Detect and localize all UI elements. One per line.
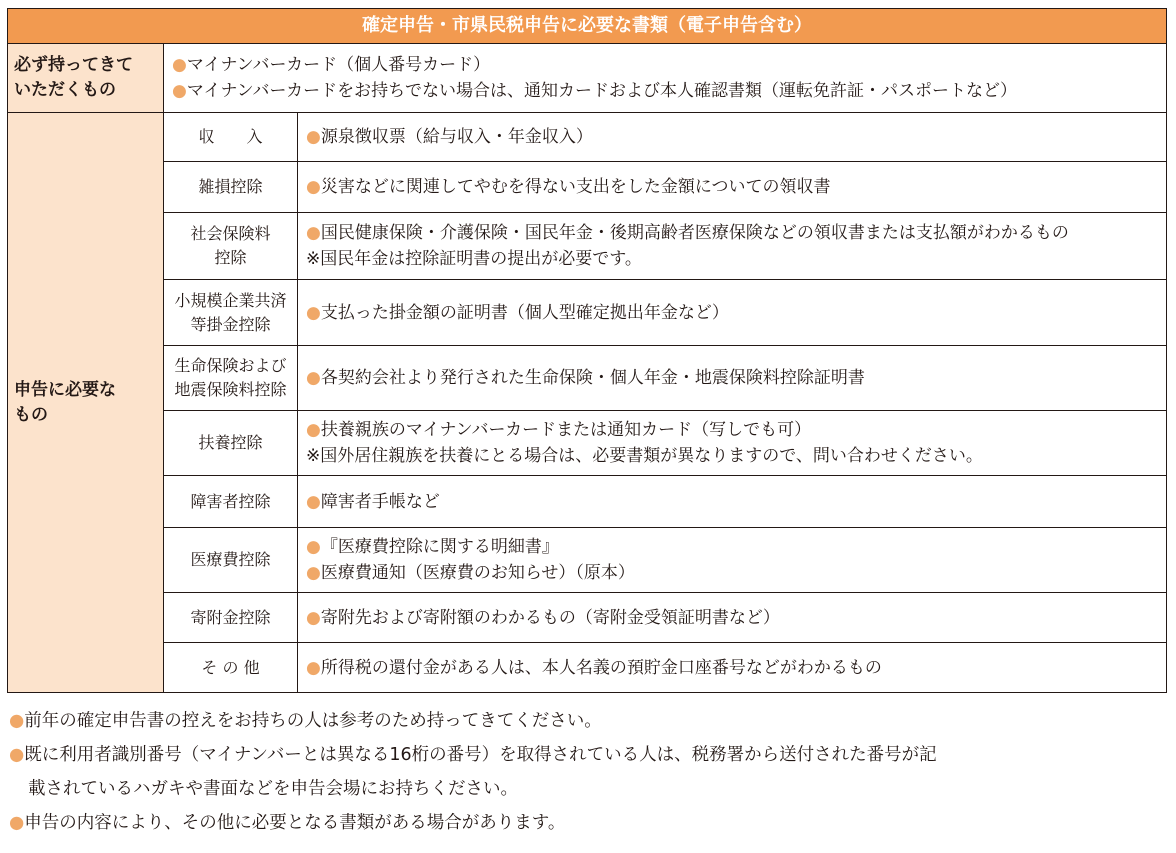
list-item [306,489,1158,515]
bullet-icon: ● [306,302,321,323]
list-item [306,605,1158,631]
deduction-name [164,476,298,528]
bullet-icon: ● [306,368,321,388]
deduction-name-line: 控除 [214,248,247,267]
required-documents-table [7,8,1167,693]
deduction-name-line: 雑損控除 [198,177,263,196]
item-text: 災害などに関連してやむを得ない支出をした金額についての領収書 [320,177,831,197]
item-text: 国民健康保険・介護保険・国民年金・後期高齢者医療保険などの領収書または支払額がわかるもの [320,223,1069,243]
list-item: ※国外居住親族を扶養にとる場合は、必要書類が異なりますので、問い合わせください。 [306,446,983,466]
table-row [8,643,1167,693]
bullet-icon: ● [306,657,321,678]
deduction-name-line: そ の 他 [201,657,260,677]
table-row [8,528,1167,593]
note [9,806,1169,840]
deduction-name [164,346,298,411]
bullet-icon: ● [172,55,187,75]
list-item [306,220,1158,246]
required-row [8,44,1167,113]
item-text: 源泉徴収票（給与収入・年金収入） [320,127,593,147]
item-text: マイナンバーカードをお持ちでない場合は、通知カードおよび本人確認書類（運転免許証・パスポートなど） [186,81,1017,101]
item-text: 支払った掛金額の証明書（個人型確定拠出年金など） [320,302,729,323]
list-item [172,78,1158,104]
document-list [298,213,1167,280]
item-text: 各契約会社より発行された生命保険・個人年金・地震保険料控除証明書 [320,368,865,388]
item-text: 所得税の還付金がある人は、本人名義の預貯金口座番号などがわかるもの [320,657,882,678]
table-row [8,113,1167,162]
item-text: 扶養親族のマイナンバーカードまたは通知カード（写しでも可） [320,420,812,440]
deduction-name [164,528,298,593]
document-list [298,280,1167,346]
table-row [8,162,1167,213]
bullet-icon: ● [306,607,321,628]
bullet-icon: ● [306,563,321,583]
list-item [306,365,1158,391]
document-list [298,643,1167,693]
required-label [8,44,164,113]
label-line: いただくもの [14,80,116,100]
document-list [298,162,1167,213]
deduction-name [164,593,298,643]
bullet-icon: ● [306,420,321,440]
deduction-name-line: 生命保険および [174,356,287,375]
table-row [8,280,1167,346]
table-row [8,411,1167,476]
item-text: 障害者手帳など [320,491,440,512]
list-item [306,124,1158,150]
deduction-name-line: 等掛金控除 [190,314,271,334]
deduction-name-line: 障害者控除 [190,491,271,511]
list-item [306,417,1158,443]
bullet-icon: ● [9,711,25,731]
deduction-name-line: 社会保険料 [190,224,271,243]
note [9,738,1169,772]
item-text: マイナンバーカード（個人番号カード） [186,55,491,75]
table-row [8,476,1167,528]
table-row [8,593,1167,643]
list-item [172,52,1158,78]
label-line: 申告に必要な [14,379,116,400]
deduction-name-line: 扶養控除 [198,433,263,452]
list-item [306,174,1158,200]
note-text: 前年の確定申告書の控えをお持ちの人は参考のため持ってきてください。 [24,711,602,731]
note-text: 申告の内容により、その他に必要となる書類がある場合があります。 [24,813,566,833]
required-items [164,44,1167,113]
deduction-name [164,162,298,213]
document-list [298,528,1167,593]
label-line: 必ず持ってきて [14,55,133,75]
deduction-name [164,411,298,476]
notes [9,704,1169,840]
item-text: 寄附先および寄附額のわかるもの（寄附金受領証明書など） [320,607,780,628]
deduction-name-line: 地震保険料控除 [174,380,287,399]
deduction-name-line: 小規模企業共済 [174,290,287,310]
document-list [298,113,1167,162]
bullet-icon: ● [306,537,321,557]
bullet-icon: ● [9,745,25,765]
list-item [306,300,1158,326]
bullet-icon: ● [306,223,321,243]
deduction-name [164,113,298,162]
bullet-icon: ● [306,177,321,197]
bullet-icon: ● [9,813,25,833]
label-line: もの [14,404,48,425]
deduction-name-line: 収 入 [198,127,263,146]
filing-label [8,113,164,693]
note-continuation: 載されているハガキや書面などを申告会場にお持ちください。 [28,779,518,799]
document-list [298,476,1167,528]
deduction-name [164,213,298,280]
document-list [298,346,1167,411]
table-row [8,213,1167,280]
document-list [298,411,1167,476]
deduction-name-line: 寄附金控除 [190,607,271,627]
deduction-name-line: 医療費控除 [190,550,271,569]
note [9,704,1169,738]
list-item [306,560,1158,586]
deduction-name [164,280,298,346]
list-item [306,655,1158,681]
deduction-name [164,643,298,693]
table-title: 確定申告・市県民税申告に必要な書類（電子申告含む） [8,9,1167,44]
list-item: ※国民年金は控除証明書の提出が必要です。 [306,249,642,269]
bullet-icon: ● [306,127,321,147]
bullet-icon: ● [172,81,187,101]
item-text: 医療費通知（医療費のお知らせ）（原本） [320,563,635,583]
item-text: 『医療費控除に関する明細書』 [320,537,559,557]
table-row [8,346,1167,411]
bullet-icon: ● [306,491,321,512]
list-item [306,534,1158,560]
note-text: 既に利用者識別番号（マイナンバーとは異なる16桁の番号）を取得されている人は、税務署から送付された番号が記 [24,745,937,765]
document-list [298,593,1167,643]
